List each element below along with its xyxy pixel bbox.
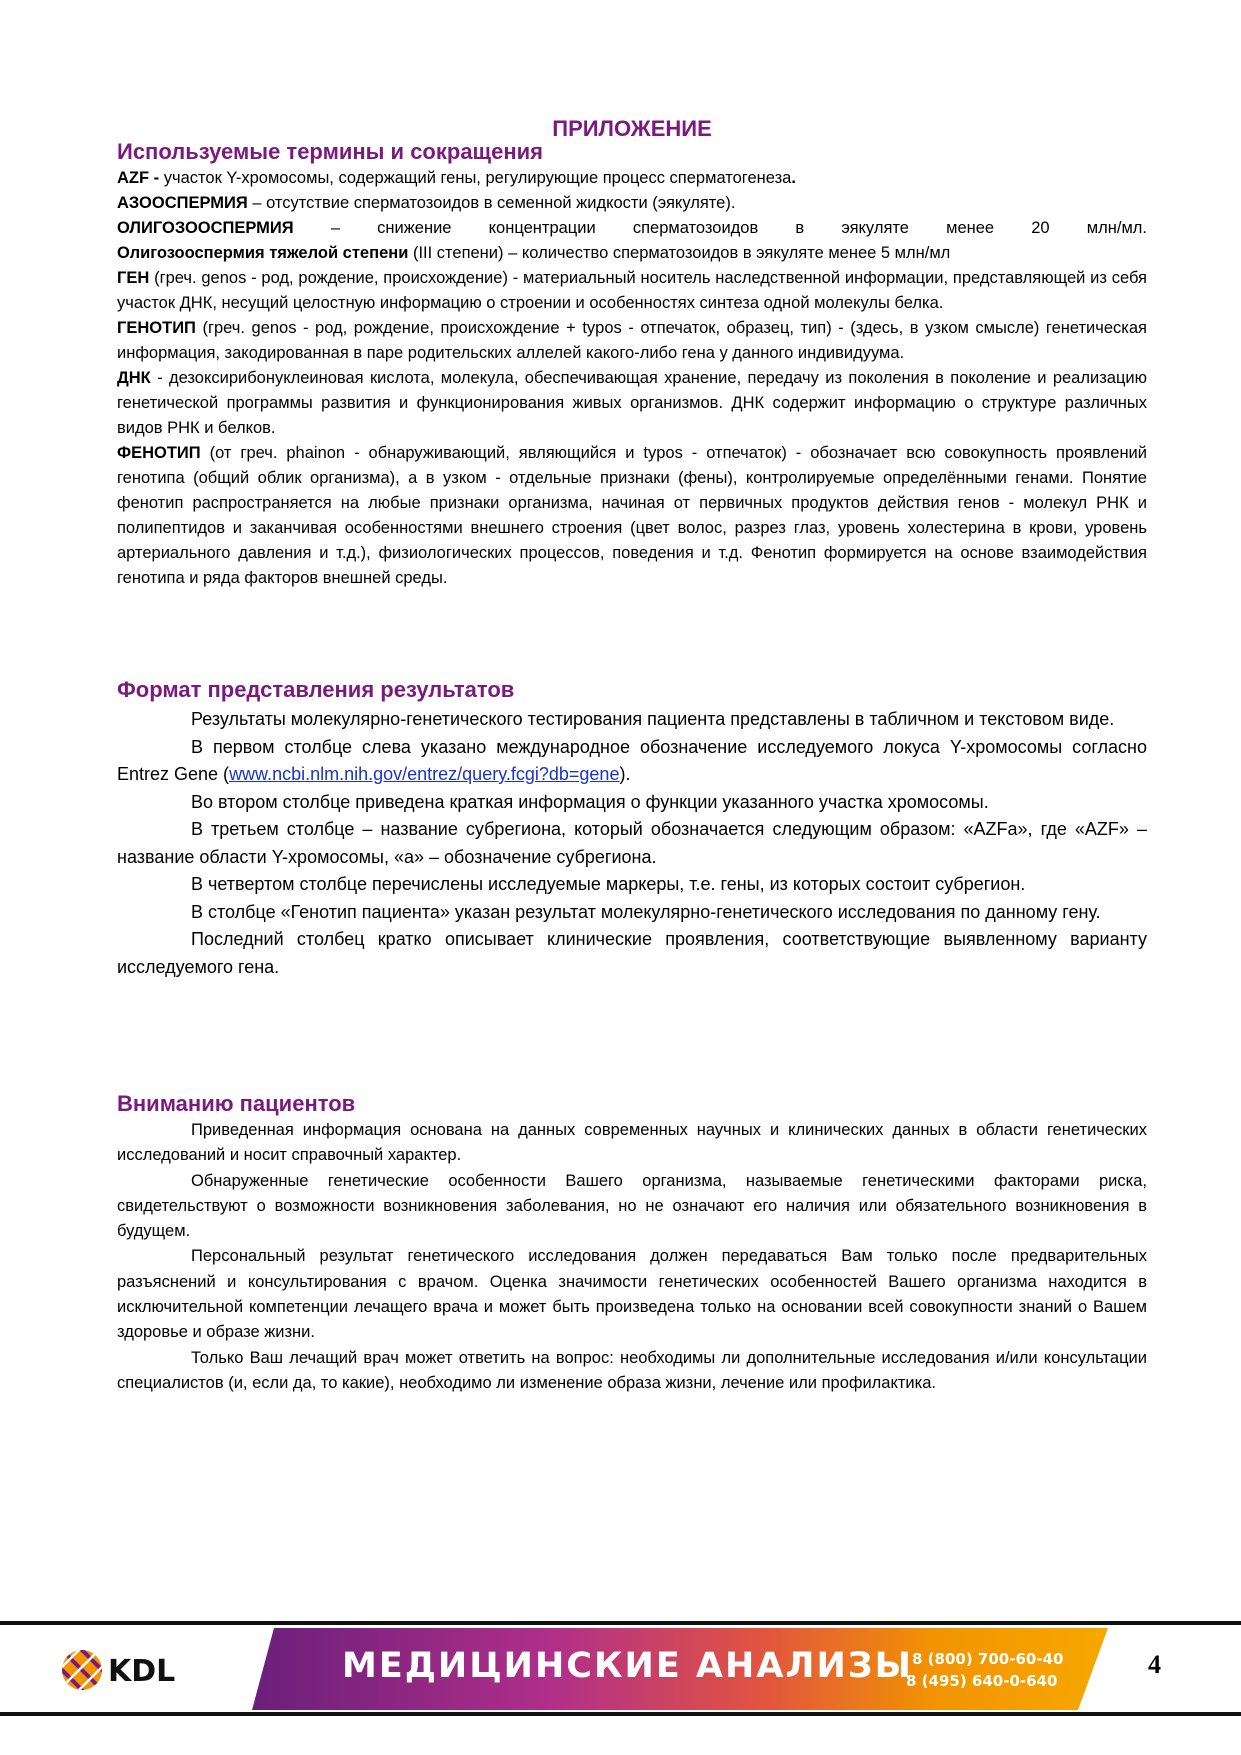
- terms-section: [117, 138, 1147, 591]
- logo-text: KDL: [108, 1654, 176, 1689]
- format-paragraph: Последний столбец кратко описывает клинические проявления, соответствующие выявленному варианту исследуемого гена.: [117, 929, 1147, 977]
- term-text: - дезоксирибонуклеиновая кислота, молекула, обеспечивающая хранение, передачу из поколения в поколение и реализацию генетической программы развития и функционирования живых организмов. ДНК содержит информацию о структуре различных видов РНК и белков.: [117, 369, 1147, 437]
- term-text: – отсутствие сперматозоидов в семенной жидкости (эякуляте).: [247, 194, 736, 212]
- term-label: Олигозооспермия тяжелой степени: [117, 244, 409, 262]
- term-oligo-severe: [117, 241, 1147, 266]
- format-paragraph: [117, 734, 1147, 789]
- kdl-logo: [58, 1640, 198, 1700]
- term-label: АЗООСПЕРМИЯ: [117, 194, 248, 212]
- term-text: (III степени) – количество сперматозоидов в эякуляте менее 5 млн/мл: [408, 244, 951, 262]
- format-heading: Формат представления результатов: [117, 677, 515, 702]
- phone-1: 8 (800) 700-60-40: [912, 1650, 1064, 1668]
- term-text: (греч. genos - род, рождение, происхождение + typos - отпечаток, образец, тип) - (здесь, в узком смысле) генетическая информация, закодированная в паре родительских аллелей какого-либо гена у данного индивидуума.: [117, 319, 1147, 362]
- attention-paragraph: Персональный результат генетического исследования должен передаваться Вам только после предварительных разъяснений и консультирования с врачом. Оценка значимости генетических особенностей Вашего организма находится в исключительной компетенции лечащего врача и может быть произведена только на основании всей совокупности знаний о Вашем здоровье и образе жизни.: [117, 1247, 1147, 1342]
- footer-bottom-line: [0, 1712, 1241, 1716]
- footer-top-line: [0, 1621, 1241, 1625]
- term-genotype: [117, 316, 1147, 366]
- entrez-link[interactable]: www.ncbi.nlm.nih.gov/entrez/query.fcgi?db=gene: [229, 764, 620, 784]
- term-text: участок Y-хромосомы, содержащий гены, регулирующие процесс сперматогенеза: [163, 169, 792, 187]
- term-label: ОЛИГОЗООСПЕРМИЯ: [117, 219, 294, 237]
- term-end: .: [791, 169, 796, 187]
- kdl-logo-icon: [58, 1646, 106, 1694]
- attention-section: [117, 1090, 1147, 1396]
- terms-heading: Используемые термины и сокращения: [117, 139, 544, 164]
- format-paragraph: В столбце «Генотип пациента» указан результат молекулярно-генетического исследования по данному гену.: [191, 901, 1101, 922]
- term-label: ГЕН: [117, 269, 150, 287]
- term-azf: [117, 166, 1147, 191]
- format-paragraph: В четвертом столбце перечислены исследуемые маркеры, т.е. гены, из которых состоит субрегион.: [191, 874, 1026, 894]
- banner: [252, 1628, 1108, 1710]
- text: ).: [619, 764, 631, 784]
- appendix-title: ПРИЛОЖЕНИЕ: [552, 116, 712, 141]
- text: В первом столбце слева указано международное обозначение исследуемого локуса Y-хромосомы согласно Entrez Gene (: [117, 736, 1147, 784]
- term-gene: [117, 266, 1147, 316]
- format-paragraph: Во втором столбце приведена краткая информация о функции указанного участка хромосомы.: [191, 791, 989, 812]
- term-label: AZF -: [117, 169, 164, 187]
- term-phenotype: [117, 441, 1147, 591]
- term-text: (от греч. phainon - обнаруживающий, являющийся и typos - отпечаток) - обозначает всю совокупность проявлений генотипа (общий облик организма), а в узком - отдельные признаки (фены), контролируемые определёнными генами. Понятие фенотип распространяется на любые признаки организма, начиная от первичных продуктов действия генов - молекул РНК и полипептидов и заканчивая особенностями внешнего строения (цвет волос, разрез глаз, уровень холестерина в крови, уровень артериального давления и т.д.), физиологических процессов, поведения и т.д. Фенотип формируется на основе взаимодействия генотипа и ряда факторов внешней среды.: [117, 444, 1147, 587]
- format-paragraph: Результаты молекулярно-генетического тестирования пациента представлены в табличном и текстовом виде.: [191, 709, 1115, 729]
- term-oligozoospermia: [117, 216, 1147, 241]
- attention-paragraph: Обнаруженные генетические особенности Вашего организма, называемые генетическими факторами риска, свидетельствуют о возможности возникновения заболевания, но не означают его наличия или обязательного возникновения в будущем.: [117, 1171, 1147, 1241]
- term-label: ГЕНОТИП: [117, 319, 196, 337]
- term-text: – снижение концентрации сперматозоидов в эякуляте менее 20 млн/мл.: [293, 219, 1147, 237]
- attention-paragraph: Только Ваш лечащий врач может ответить на вопрос: необходимы ли дополнительные исследования и/или консультации специалистов (и, если да, то какие), необходимо ли изменение образа жизни, лечение или профилактика.: [117, 1348, 1147, 1392]
- phone-2: 8 (495) 640-0-640: [906, 1672, 1058, 1690]
- term-label: ФЕНОТИП: [117, 444, 201, 462]
- term-text: (греч. genos - род, рождение, происхождение) - материальный носитель наследственной информации, представляющей из себя участок ДНК, несущий целостную информацию о строении и особенностях синтеза одной молекулы белка.: [117, 269, 1147, 312]
- attention-heading: Вниманию пациентов: [117, 1091, 356, 1116]
- page-number: 4: [1148, 1650, 1161, 1679]
- format-paragraph: В третьем столбце – название субрегиона, который обозначается следующим образом: «AZFa», где «AZF» – название области Y-хромосомы, «а» – обозначение субрегиона.: [117, 819, 1147, 867]
- term-azoospermia: [117, 191, 1147, 216]
- banner-title: МЕДИЦИНСКИЕ АНАЛИЗЫ: [342, 1646, 913, 1686]
- attention-paragraph: Приведенная информация основана на данных современных научных и клинических данных в области генетических исследований и носит справочный характер.: [117, 1121, 1147, 1165]
- format-section: [117, 676, 1147, 981]
- term-label: ДНК: [117, 369, 151, 387]
- term-dna: [117, 366, 1147, 441]
